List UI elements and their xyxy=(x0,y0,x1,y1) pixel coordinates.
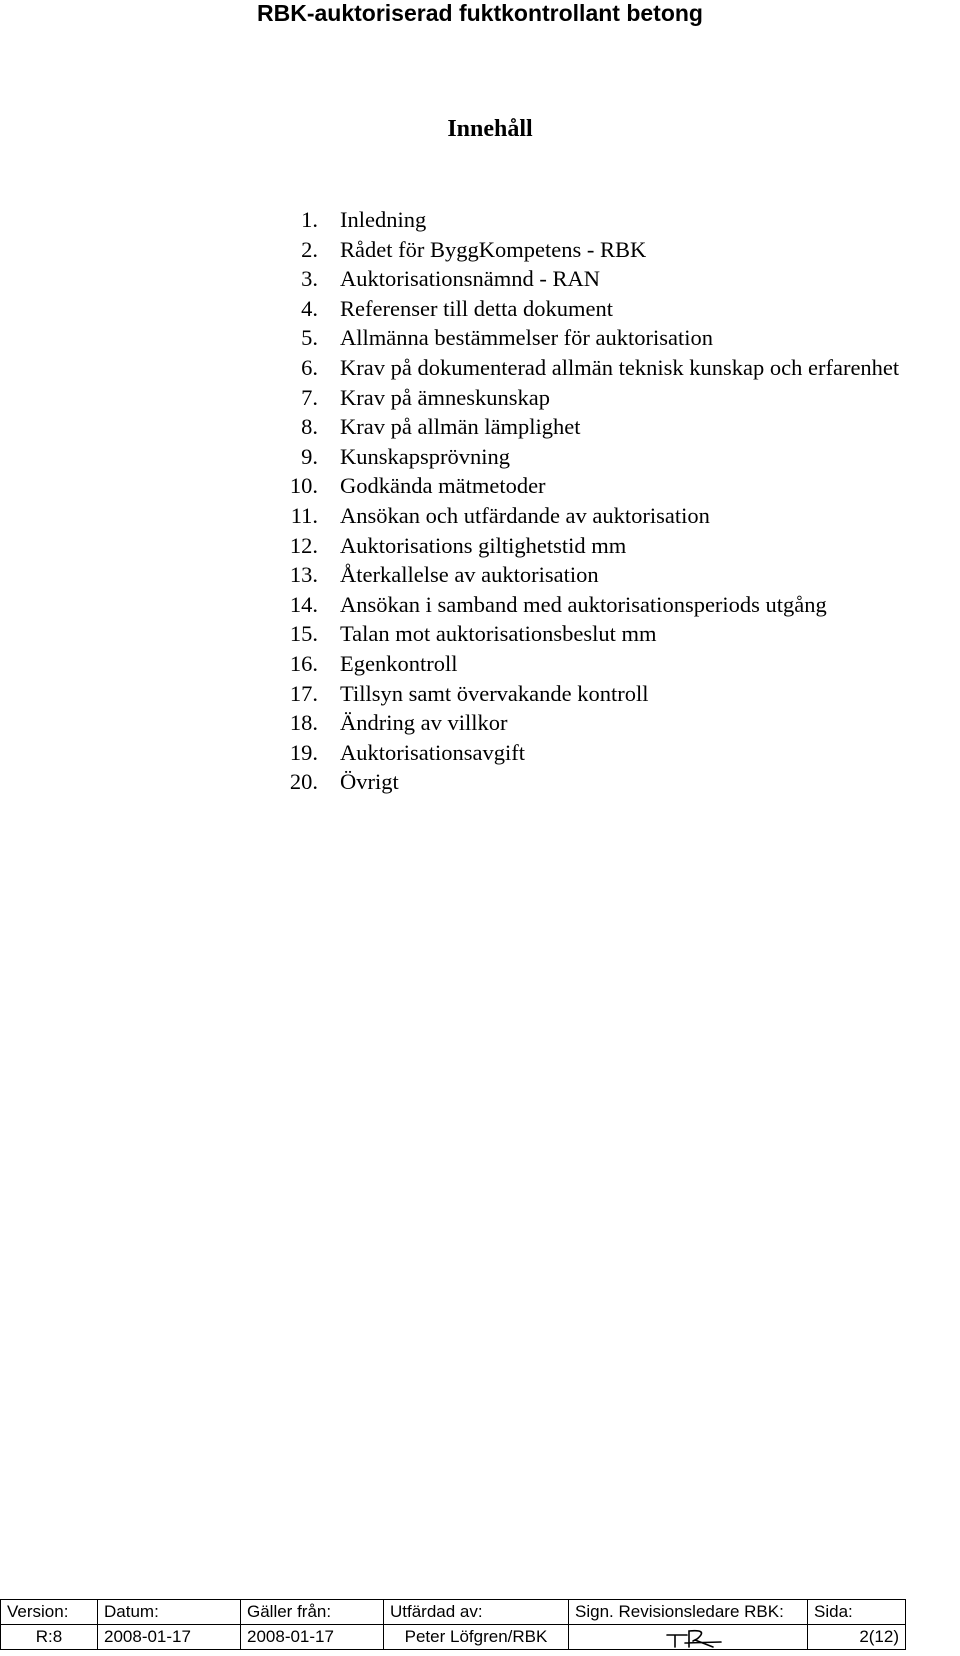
toc-item xyxy=(0,708,900,738)
toc-item-title: Ansökan i samband med auktorisationsperiods utgång xyxy=(340,591,827,617)
footer-date-value: 2008-01-17 xyxy=(98,1625,241,1650)
toc-item xyxy=(0,590,900,620)
toc-item xyxy=(0,679,900,709)
toc-item xyxy=(0,323,900,353)
toc-item xyxy=(0,353,900,383)
toc-item xyxy=(0,649,900,679)
toc-item-number: 16. xyxy=(289,650,318,676)
toc-item-title: Övrigt xyxy=(340,769,399,795)
toc-item-number: 2. xyxy=(301,236,318,262)
footer-issued-by-value: Peter Löfgren/RBK xyxy=(384,1625,569,1650)
toc-item-title: Ansökan och utfärdande av auktorisation xyxy=(340,502,710,528)
toc-item-number: 10. xyxy=(289,473,318,499)
toc-item-number: 1. xyxy=(301,207,318,232)
toc-item xyxy=(0,531,900,561)
toc-item xyxy=(0,294,900,324)
document-footer-table xyxy=(0,1599,906,1650)
toc-item xyxy=(0,412,900,442)
toc-item-number: 15. xyxy=(289,621,318,647)
footer-issued-by-label: Utfärdad av: xyxy=(384,1600,569,1625)
toc-item-title: Referenser till detta dokument xyxy=(340,295,614,321)
toc-item xyxy=(0,383,900,413)
document-title: RBK-auktoriserad fuktkontrollant betong xyxy=(257,0,703,26)
toc-item-number: 14. xyxy=(289,591,318,617)
toc-item-title: Inledning xyxy=(340,207,427,232)
toc-item-title: Egenkontroll xyxy=(340,650,458,676)
toc-item-number: 17. xyxy=(289,680,318,706)
footer-valid-from-value: 2008-01-17 xyxy=(241,1625,384,1650)
toc-item-number: 5. xyxy=(301,325,318,351)
toc-item-number: 8. xyxy=(301,414,318,440)
toc-item-title: Auktorisationsavgift xyxy=(340,739,525,765)
toc-item-number: 3. xyxy=(301,266,318,292)
toc-item xyxy=(0,264,900,294)
document-header xyxy=(0,0,960,26)
toc-item-number: 13. xyxy=(289,562,318,588)
toc-item-number: 9. xyxy=(301,443,318,469)
footer-page-value: 2(12) xyxy=(808,1625,906,1650)
toc-item-title: Krav på dokumenterad allmän teknisk kunskap och erfarenhet xyxy=(340,354,900,380)
toc-item-title: Godkända mätmetoder xyxy=(340,473,546,499)
toc-item-number: 12. xyxy=(289,532,318,558)
toc-item-title: Auktorisationsnämnd - RAN xyxy=(340,266,600,292)
toc-item xyxy=(0,205,900,235)
toc-item-number: 6. xyxy=(301,354,318,380)
toc-item-title: Allmänna bestämmelser för auktorisation xyxy=(340,325,714,351)
toc-item-number: 20. xyxy=(289,769,318,795)
toc-item-title: Rådet för ByggKompetens - RBK xyxy=(340,236,647,262)
footer-version-value: R:8 xyxy=(1,1625,98,1650)
toc-item xyxy=(0,501,900,531)
toc-item xyxy=(0,738,900,768)
toc-item-title: Kunskapsprövning xyxy=(340,443,510,469)
footer-version-label: Version: xyxy=(1,1600,98,1625)
footer-label-row xyxy=(1,1600,906,1625)
toc-item-number: 4. xyxy=(301,295,318,321)
toc-item-title: Talan mot auktorisationsbeslut mm xyxy=(340,621,657,647)
toc-item-title: Krav på ämneskunskap xyxy=(340,384,550,410)
toc-item-title: Ändring av villkor xyxy=(340,710,508,736)
toc-item xyxy=(0,767,900,797)
toc-item xyxy=(0,619,900,649)
toc-item-title: Tillsyn samt övervakande kontroll xyxy=(340,680,649,706)
toc-item xyxy=(0,471,900,501)
footer-valid-from-label: Gäller från: xyxy=(241,1600,384,1625)
toc-heading: Innehåll xyxy=(447,116,533,142)
footer-page-label: Sida: xyxy=(808,1600,906,1625)
toc-item-number: 11. xyxy=(290,502,318,528)
toc-item-title: Auktorisations giltighetstid mm xyxy=(340,532,627,558)
table-of-contents xyxy=(0,205,900,797)
toc-item xyxy=(0,235,900,265)
toc-item xyxy=(0,560,900,590)
toc-item-number: 19. xyxy=(289,739,318,765)
toc-item-number: 18. xyxy=(289,710,318,736)
footer-sign-label: Sign. Revisionsledare RBK: xyxy=(569,1600,808,1625)
footer-signature-cell xyxy=(569,1625,808,1650)
toc-item-title: Krav på allmän lämplighet xyxy=(340,414,581,440)
signature-image xyxy=(665,1627,725,1649)
toc-item xyxy=(0,442,900,472)
toc-item-title: Återkallelse av auktorisation xyxy=(340,562,599,588)
toc-item-number: 7. xyxy=(301,384,318,410)
footer-date-label: Datum: xyxy=(98,1600,241,1625)
footer-value-row xyxy=(1,1625,906,1650)
